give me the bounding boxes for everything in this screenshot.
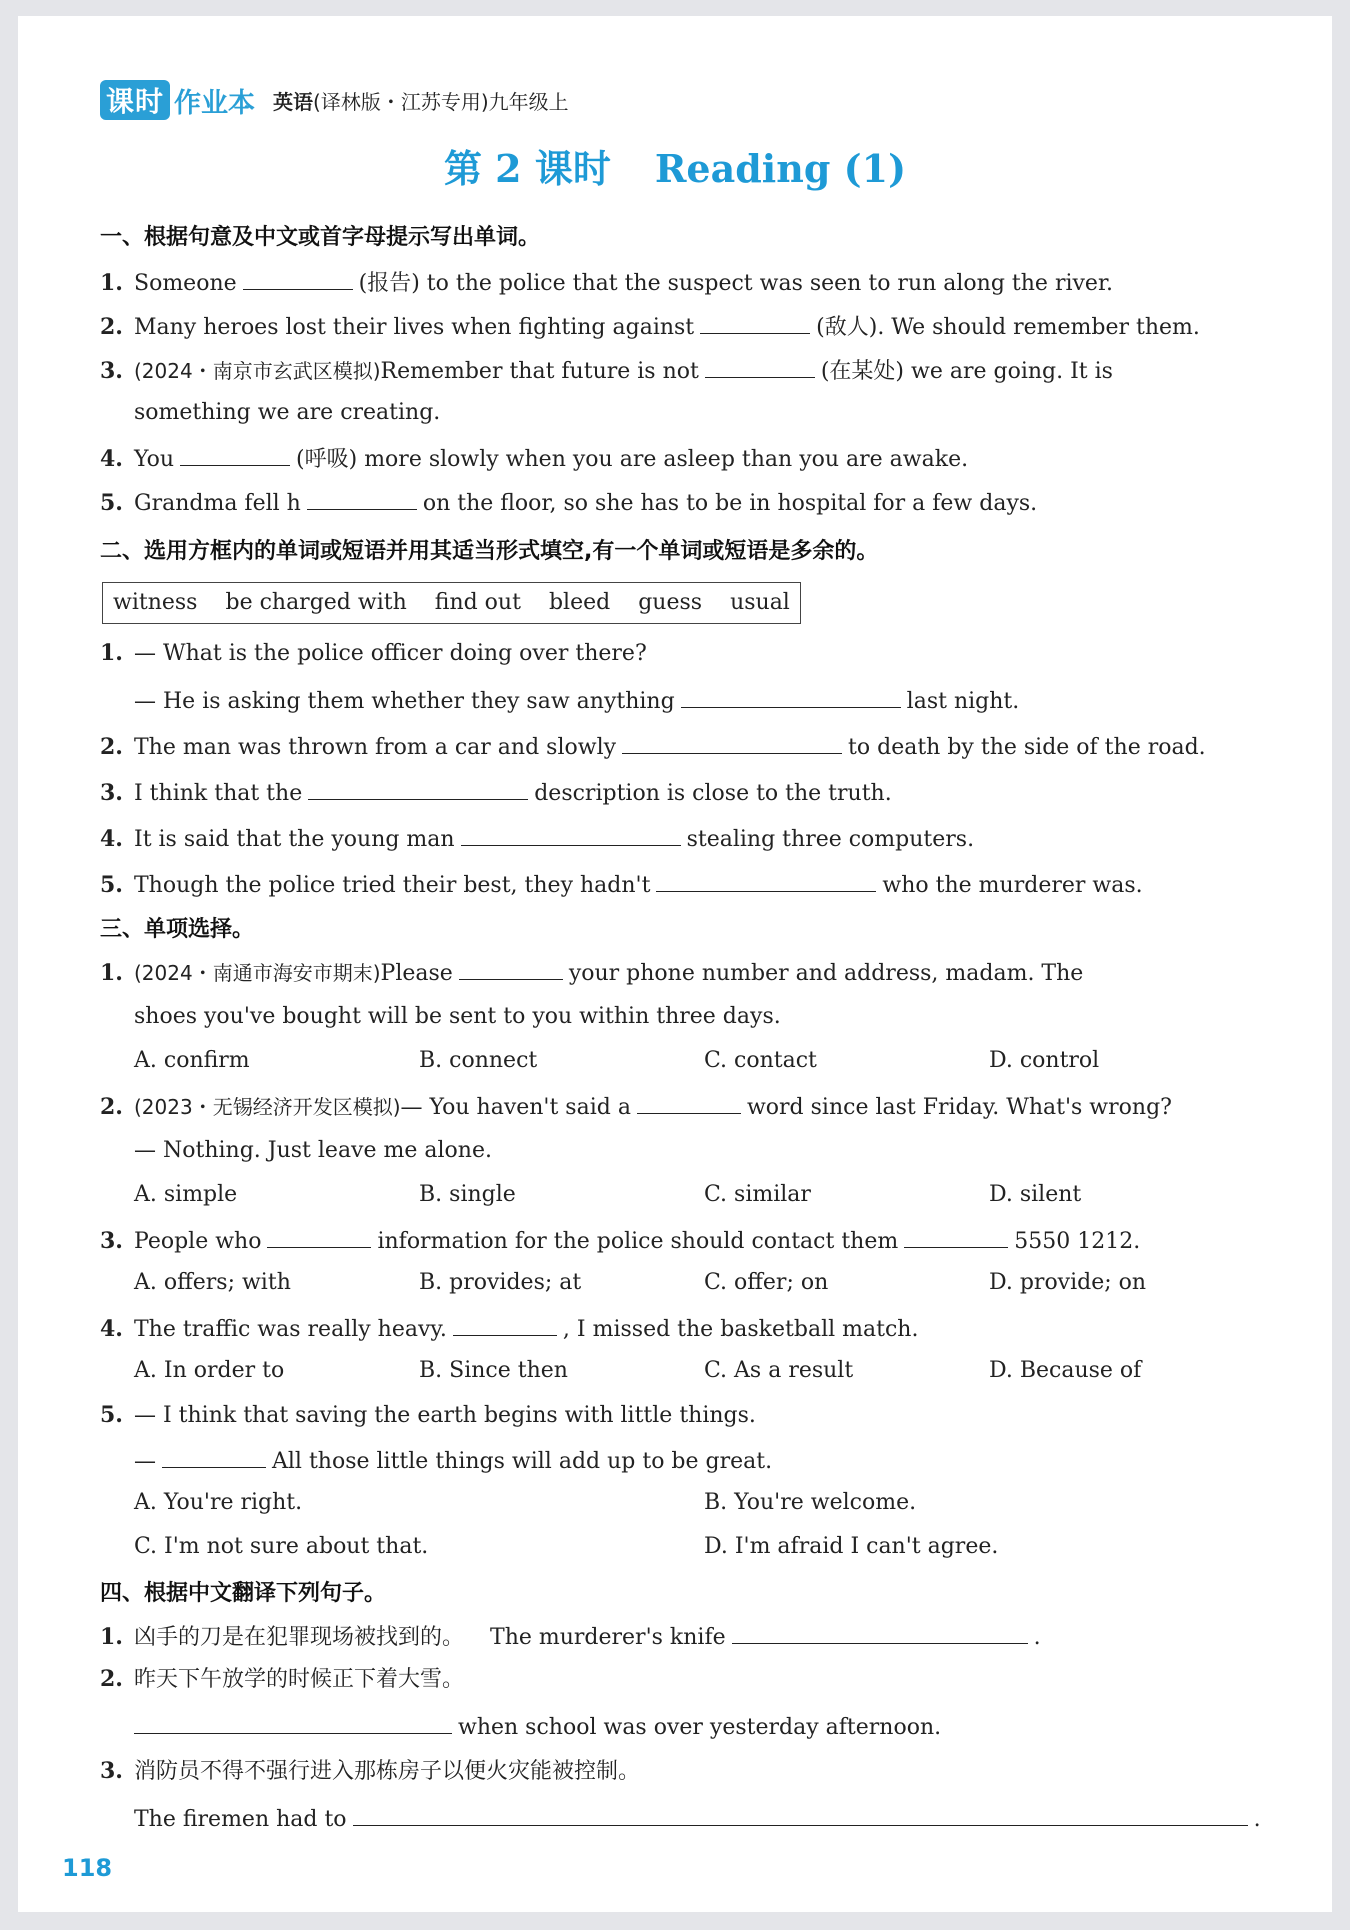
brand-name: 作业本 bbox=[174, 87, 256, 119]
s2-q2-num: 2. bbox=[100, 734, 123, 760]
s3-q4-text-b: , I missed the basketball match. bbox=[562, 1317, 919, 1342]
s3-item-5-cont bbox=[100, 1444, 1272, 1477]
workbook-page bbox=[18, 16, 1332, 1912]
s1-q1-num: 1. bbox=[100, 270, 123, 296]
option-a[interactable]: A. confirm bbox=[134, 1048, 250, 1073]
lesson-topic: Reading (1) bbox=[654, 146, 907, 191]
s2-q1-num: 1. bbox=[100, 640, 123, 666]
s4-item-1 bbox=[100, 1620, 1272, 1653]
s1-item-2 bbox=[100, 310, 1272, 343]
s3-q3-blank-2[interactable] bbox=[904, 1224, 1008, 1248]
brand-logo: 课时 bbox=[100, 80, 170, 120]
book-info bbox=[273, 86, 569, 115]
s2-q1-cont-a: — He is asking them whether they saw anything bbox=[134, 689, 675, 714]
s1-item-1 bbox=[100, 266, 1272, 299]
s1-q2-blank[interactable] bbox=[700, 310, 810, 334]
s4-q2-num: 2. bbox=[100, 1666, 123, 1692]
s3-q3-blank-1[interactable] bbox=[267, 1224, 371, 1248]
page-number: 118 bbox=[62, 1854, 113, 1882]
s1-q5-num: 5. bbox=[100, 490, 123, 516]
option-a[interactable]: A. simple bbox=[134, 1182, 238, 1207]
option-b[interactable]: B. You're welcome. bbox=[704, 1490, 917, 1515]
word-option: be charged with bbox=[225, 590, 407, 615]
s2-q5-text-b: who the murderer was. bbox=[882, 873, 1143, 898]
s1-q3-num: 3. bbox=[100, 358, 123, 384]
s2-q4-text-a: It is said that the young man bbox=[134, 827, 455, 852]
option-b[interactable]: B. provides; at bbox=[419, 1270, 582, 1295]
word-option: usual bbox=[730, 590, 790, 615]
s1-q5-text-a: Grandma fell h bbox=[134, 491, 301, 516]
s4-q2-chinese: 昨天下午放学的时候正下着大雪。 bbox=[134, 1667, 465, 1692]
word-option: witness bbox=[113, 590, 198, 615]
header-brand bbox=[100, 80, 569, 120]
s4-q1-chinese: 凶手的刀是在犯罪现场被找到的。 bbox=[134, 1625, 465, 1650]
s3-q5-text-a: — I think that saving the earth begins with little things. bbox=[134, 1403, 756, 1428]
word-option: guess bbox=[638, 590, 703, 615]
s3-q1-blank[interactable] bbox=[459, 956, 563, 980]
s2-item-5 bbox=[100, 868, 1272, 901]
s2-q5-num: 5. bbox=[100, 872, 123, 898]
s2-q2-blank[interactable] bbox=[622, 730, 842, 754]
option-c[interactable]: C. offer; on bbox=[704, 1270, 829, 1295]
s1-q3-text-b: (在某处) we are going. It is bbox=[820, 359, 1113, 384]
s3-item-1-cont: shoes you've bought will be sent to you within three days. bbox=[134, 1004, 781, 1029]
s1-q4-blank[interactable] bbox=[180, 442, 290, 466]
option-c[interactable]: C. contact bbox=[704, 1048, 817, 1073]
s1-item-3 bbox=[100, 354, 1272, 387]
s3-q2-blank[interactable] bbox=[637, 1090, 741, 1114]
s1-q5-blank[interactable] bbox=[307, 486, 417, 510]
s4-item-2-cont bbox=[100, 1710, 1272, 1743]
s1-q1-text-a: Someone bbox=[134, 271, 237, 296]
s2-item-3 bbox=[100, 776, 1272, 809]
s4-q3-english: The firemen had to bbox=[134, 1807, 347, 1832]
s2-q3-text-a: I think that the bbox=[134, 781, 303, 806]
option-a[interactable]: A. In order to bbox=[134, 1358, 285, 1383]
s2-q4-blank[interactable] bbox=[461, 822, 681, 846]
section4-heading: 四、根据中文翻译下列句子。 bbox=[100, 1581, 387, 1606]
s3-q3-text-b: information for the police should contact them bbox=[377, 1229, 899, 1254]
s2-q3-num: 3. bbox=[100, 780, 123, 806]
edition: (译林版・江苏专用)九年级上 bbox=[313, 89, 569, 114]
s1-item-4 bbox=[100, 442, 1272, 475]
option-b[interactable]: B. Since then bbox=[419, 1358, 568, 1383]
s4-item-3 bbox=[100, 1756, 1272, 1787]
s1-q3-text-a: Remember that future is not bbox=[380, 359, 699, 384]
s3-q5-num: 5. bbox=[100, 1402, 123, 1428]
s2-q3-blank[interactable] bbox=[308, 776, 528, 800]
s3-q1-num: 1. bbox=[100, 960, 123, 986]
s4-q3-end: . bbox=[1253, 1807, 1261, 1832]
s1-q2-text-b: (敌人). We should remember them. bbox=[816, 315, 1200, 340]
s3-q1-text-a: Please bbox=[380, 961, 453, 986]
s4-item-2 bbox=[100, 1664, 1272, 1695]
s3-item-2 bbox=[100, 1090, 1272, 1123]
s2-q1-blank[interactable] bbox=[681, 684, 901, 708]
option-b[interactable]: B. single bbox=[419, 1182, 516, 1207]
s2-q4-text-b: stealing three computers. bbox=[686, 827, 975, 852]
s4-q1-end: . bbox=[1033, 1625, 1041, 1650]
word-box bbox=[102, 582, 801, 624]
s1-q4-text-a: You bbox=[134, 447, 175, 472]
s2-q4-num: 4. bbox=[100, 826, 123, 852]
option-c[interactable]: C. As a result bbox=[704, 1358, 854, 1383]
s1-q1-text-b: (报告) to the police that the suspect was seen to run along the river. bbox=[358, 271, 1114, 296]
option-d[interactable]: D. provide; on bbox=[989, 1270, 1147, 1295]
s1-q4-num: 4. bbox=[100, 446, 123, 472]
option-b[interactable]: B. connect bbox=[419, 1048, 538, 1073]
s2-q5-blank[interactable] bbox=[656, 868, 876, 892]
s3-q3-text-c: 5550 1212. bbox=[1014, 1229, 1141, 1254]
s3-q2-source: (2023・无锡经济开发区模拟) bbox=[134, 1095, 401, 1119]
s3-q5-dash: — bbox=[134, 1449, 156, 1474]
s3-q5-cont-b: All those little things will add up to be great. bbox=[272, 1449, 773, 1474]
s1-q4-text-b: (呼吸) more slowly when you are asleep than you are awake. bbox=[296, 447, 969, 472]
s3-q5-blank[interactable] bbox=[162, 1444, 266, 1468]
s4-q3-chinese: 消防员不得不强行进入那栋房子以便火灾能被控制。 bbox=[134, 1759, 641, 1784]
option-d[interactable]: D. Because of bbox=[989, 1358, 1142, 1383]
s2-item-1 bbox=[100, 638, 1272, 669]
s1-q2-num: 2. bbox=[100, 314, 123, 340]
s4-q3-blank[interactable] bbox=[353, 1802, 1248, 1826]
s3-q2-num: 2. bbox=[100, 1094, 123, 1120]
s3-item-3 bbox=[100, 1224, 1272, 1257]
s3-q2-text-b: word since last Friday. What's wrong? bbox=[746, 1095, 1172, 1120]
option-a[interactable]: A. You're right. bbox=[134, 1490, 303, 1515]
s2-q3-text-b: description is close to the truth. bbox=[534, 781, 892, 806]
word-option: bleed bbox=[548, 590, 611, 615]
s2-q1-text-a: — What is the police officer doing over there? bbox=[134, 641, 647, 666]
option-d[interactable]: D. control bbox=[989, 1048, 1100, 1073]
s2-q2-text-a: The man was thrown from a car and slowly bbox=[134, 735, 617, 760]
s4-q1-num: 1. bbox=[100, 1624, 123, 1650]
s1-item-5 bbox=[100, 486, 1272, 519]
s1-item-3-cont: something we are creating. bbox=[134, 400, 441, 425]
s1-q1-blank[interactable] bbox=[243, 266, 353, 290]
s3-q4-blank[interactable] bbox=[453, 1312, 557, 1336]
s4-q1-english: The murderer's knife bbox=[490, 1625, 726, 1650]
lesson-number: 第 2 课时 bbox=[443, 146, 611, 191]
s4-q1-blank[interactable] bbox=[732, 1620, 1028, 1644]
s3-q3-num: 3. bbox=[100, 1228, 123, 1254]
s2-q5-text-a: Though the police tried their best, they hadn't bbox=[134, 873, 651, 898]
s4-q2-blank[interactable] bbox=[134, 1710, 452, 1734]
s3-q4-text-a: The traffic was really heavy. bbox=[134, 1317, 447, 1342]
s3-q4-num: 4. bbox=[100, 1316, 123, 1342]
option-a[interactable]: A. offers; with bbox=[134, 1270, 291, 1295]
section1-heading: 一、根据句意及中文或首字母提示写出单词。 bbox=[100, 225, 541, 250]
s3-q2-text-a: — You haven't said a bbox=[400, 1095, 631, 1120]
s4-item-3-cont bbox=[100, 1802, 1272, 1835]
s2-q2-text-b: to death by the side of the road. bbox=[848, 735, 1206, 760]
s3-q1-text-b: your phone number and address, madam. The bbox=[568, 961, 1084, 986]
s2-q1-cont-b: last night. bbox=[906, 689, 1020, 714]
s1-q3-source: (2024・南京市玄武区模拟) bbox=[134, 359, 381, 383]
subject: 英语 bbox=[273, 89, 314, 114]
s1-q3-blank[interactable] bbox=[705, 354, 815, 378]
s4-q2-english: when school was over yesterday afternoon. bbox=[458, 1715, 942, 1740]
option-d[interactable]: D. silent bbox=[989, 1182, 1082, 1207]
option-d[interactable]: D. I'm afraid I can't agree. bbox=[704, 1534, 999, 1559]
s2-item-1-cont bbox=[100, 684, 1272, 717]
s3-item-5 bbox=[100, 1400, 1272, 1431]
page-title bbox=[18, 138, 1332, 193]
s4-q3-num: 3. bbox=[100, 1758, 123, 1784]
s3-q3-text-a: People who bbox=[134, 1229, 262, 1254]
section3-heading: 三、单项选择。 bbox=[100, 917, 255, 942]
s3-item-1 bbox=[100, 956, 1272, 989]
s2-item-2 bbox=[100, 730, 1272, 763]
s1-q2-text-a: Many heroes lost their lives when fighting against bbox=[134, 315, 695, 340]
option-c[interactable]: C. I'm not sure about that. bbox=[134, 1534, 429, 1559]
section2-heading: 二、选用方框内的单词或短语并用其适当形式填空,有一个单词或短语是多余的。 bbox=[100, 539, 879, 564]
s3-item-4 bbox=[100, 1312, 1272, 1345]
s1-q5-text-b: on the floor, so she has to be in hospital for a few days. bbox=[422, 491, 1038, 516]
option-c[interactable]: C. similar bbox=[704, 1182, 811, 1207]
s2-item-4 bbox=[100, 822, 1272, 855]
s3-q1-source: (2024・南通市海安市期末) bbox=[134, 961, 381, 985]
word-option: find out bbox=[434, 590, 521, 615]
s3-item-2-cont: — Nothing. Just leave me alone. bbox=[134, 1138, 492, 1163]
